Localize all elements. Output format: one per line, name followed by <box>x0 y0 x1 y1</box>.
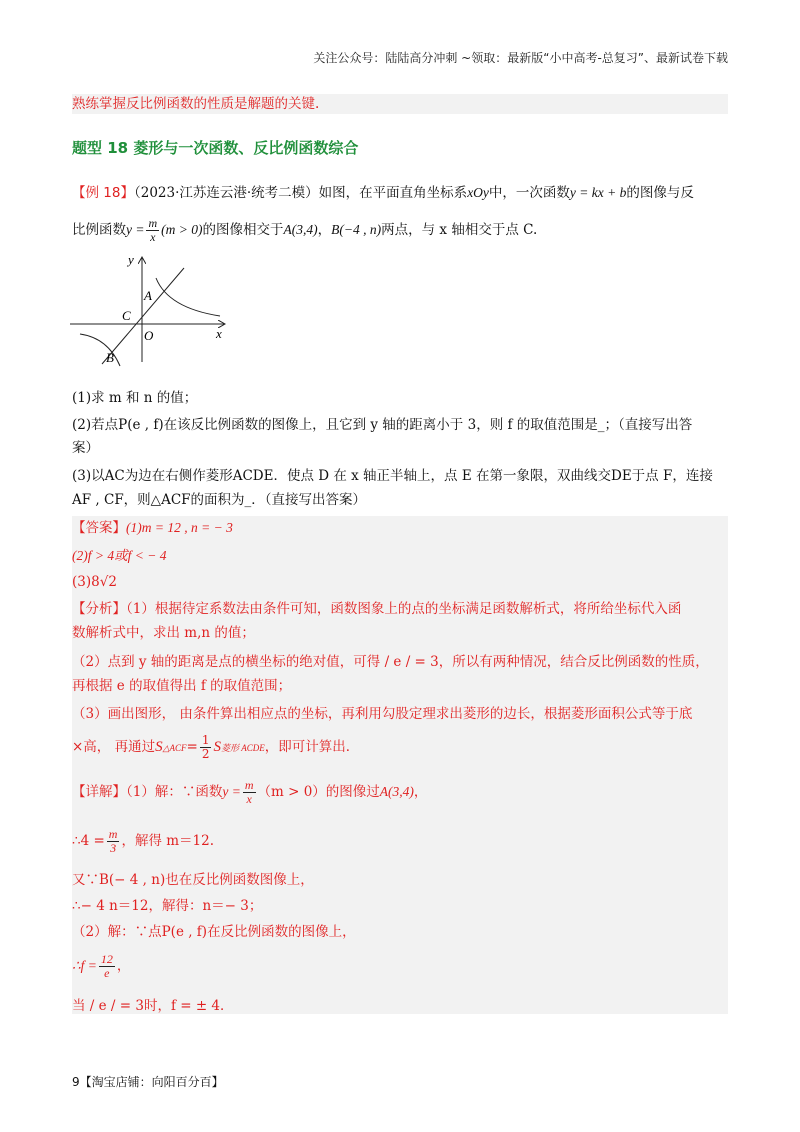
area-sub-acf: △ACF <box>162 743 187 753</box>
analysis-p3-a: （3）画出图形， 由条件算出相应点的坐标，再利用勾股定理求出菱形的边长，根据菱形面积公式等于底 <box>72 706 693 722</box>
example-text-1: 中，一次函数 <box>488 185 570 201</box>
hyperbola-branch-right <box>156 278 220 316</box>
detail-d6-b: ， <box>116 958 131 974</box>
linear-function: y = kx + b <box>569 185 627 200</box>
example-text-5: 两点，与 x 轴相交于点 C. <box>381 222 538 238</box>
detail-fraction-1 <box>243 779 256 806</box>
detail-numerator-2: m <box>108 827 118 841</box>
detail-denominator-2: 3 <box>110 841 117 855</box>
answer-tag: 【答案】 <box>72 520 126 536</box>
example-tag: 【例 18】 <box>72 185 134 201</box>
detail-d2-b: ，解得 m＝12. <box>121 833 215 849</box>
question-3-line-1: (3)以AC为边在右侧作菱形ACDE．使点 D 在 x 轴正半轴上，点 E 在第一象限，双曲线交DE于点 F，连接 <box>72 468 713 484</box>
answer-1: (1)m = 12 , n = − 3 <box>126 520 233 535</box>
page-footer: 9【淘宝店铺：向阳百分百】 <box>72 1075 224 1089</box>
example-line-2 <box>72 216 537 244</box>
graph-label-o: O <box>144 328 154 343</box>
detail-numerator-1: m <box>244 778 254 792</box>
analysis-p3-b-end: ，即可计算出． <box>264 739 360 755</box>
detail-fraction-2 <box>107 828 120 855</box>
comma: ， <box>317 222 332 238</box>
area-equals: = <box>186 739 198 755</box>
intro-line: 熟练掌握反比例函数的性质是解题的关键. <box>72 96 320 112</box>
analysis-p3-b-text: ×高， 再通过 <box>72 739 156 755</box>
detail-line-3: 又∵B(− 4 , n)也在反比例函数图像上， <box>72 872 314 888</box>
analysis-tag: 【分析】 <box>72 601 126 617</box>
analysis-p2-b: 再根据 e 的取值得出 f 的取值范围； <box>72 678 292 694</box>
analysis-p3-b <box>72 732 359 763</box>
inverse-fraction <box>146 217 159 244</box>
example-text-4: 的图像相交于 <box>202 222 284 238</box>
example-text-3: 比例函数 <box>72 222 126 238</box>
question-2-line-1: (2)若点P(e , f)在该反比例函数的图像上，且它到 y 轴的距离小于 3，则 f 的取值范围是_；（直接写出答 <box>72 417 693 433</box>
detail-numerator-3: 12 <box>100 952 113 966</box>
detail-line-1 <box>72 777 427 807</box>
page-header: 关注公众号：陆陆高分冲刺 ~领取：最新版“小中高考-总复习”、最新试卷下载 <box>313 51 728 65</box>
answer-2: (2)f > 4或f < − 4 <box>72 548 167 563</box>
analysis-line-1 <box>72 599 681 619</box>
analysis-p1-b: 数解析式中，求出 m,n 的值； <box>72 625 255 641</box>
analysis-p2-a: （2）点到 y 轴的距离是点的横坐标的绝对值，可得 / e / = 3，所以有两种情况，结合反比例函数的性质， <box>72 654 709 670</box>
section-title: 题型 18 菱形与一次函数、反比例函数综合 <box>72 139 359 157</box>
detail-d1-c: ， <box>413 784 428 800</box>
detail-line-2 <box>72 826 214 856</box>
question-1: (1)求 m 和 n 的值； <box>72 390 198 406</box>
graph-label-a: A <box>144 288 152 303</box>
answer-3: (3)8√2 <box>72 574 117 590</box>
detail-tag: 【详解】 <box>72 784 126 800</box>
half-denominator: 2 <box>201 747 210 761</box>
graph-label-c: C <box>122 308 131 323</box>
detail-point-a: A(3,4) <box>379 784 414 799</box>
example-line-1 <box>72 183 694 203</box>
area-s1: S <box>155 739 163 755</box>
area-s2: S <box>213 739 221 755</box>
question-2-line-2: 案） <box>72 440 99 456</box>
graph-label-x: x <box>216 326 222 341</box>
detail-denominator-3: e <box>104 966 110 980</box>
detail-denominator-1: x <box>246 792 252 806</box>
detail-fraction-3 <box>99 953 115 980</box>
inverse-y: y = <box>126 222 145 237</box>
example-source: （2023·江苏连云港·统考二模）如图，在平面直角坐标系 <box>133 185 468 201</box>
detail-d1-a: （1）解：∵函数 <box>126 784 223 800</box>
analysis-p1-a: （1）根据待定系数法由条件可知，函数图象上的点的坐标满足函数解析式，将所给坐标代入函 <box>126 601 682 617</box>
point-a: A(3,4) <box>283 222 318 237</box>
detail-line-4: ∴− 4 n＝12，解得：n＝− 3； <box>72 898 263 914</box>
question-3-line-2: AF , CF，则△ACF的面积为_．（直接写出答案） <box>72 492 367 508</box>
half-fraction <box>200 734 212 761</box>
half-numerator: 1 <box>201 733 210 747</box>
graph-label-y: y <box>128 252 134 267</box>
graph-label-b: B <box>106 350 114 365</box>
function-graph <box>70 250 240 368</box>
point-b: B(−4 , n) <box>331 222 382 237</box>
example-text-2: 的图像与反 <box>626 185 694 201</box>
detail-line-6 <box>72 951 130 981</box>
xoy-label: xOy <box>467 185 489 200</box>
detail-line-5: （2）解：∵点P(e , f)在反比例函数的图像上， <box>72 924 356 940</box>
inverse-numerator: m <box>148 216 158 230</box>
answer-line-1 <box>72 518 233 538</box>
inverse-condition: (m > 0) <box>161 222 203 237</box>
inverse-denominator: x <box>150 230 156 244</box>
detail-d6-a: ∴f = <box>72 958 97 973</box>
linear-line <box>102 268 184 364</box>
detail-d1-b: （m > 0）的图像过 <box>257 784 380 800</box>
detail-y: y = <box>222 784 241 799</box>
area-sub-rhombus: 菱形 ACDE <box>220 743 265 753</box>
detail-line-7: 当 / e / = 3时，f = ± 4． <box>72 998 234 1014</box>
detail-d2-a: ∴4 = <box>72 833 105 849</box>
